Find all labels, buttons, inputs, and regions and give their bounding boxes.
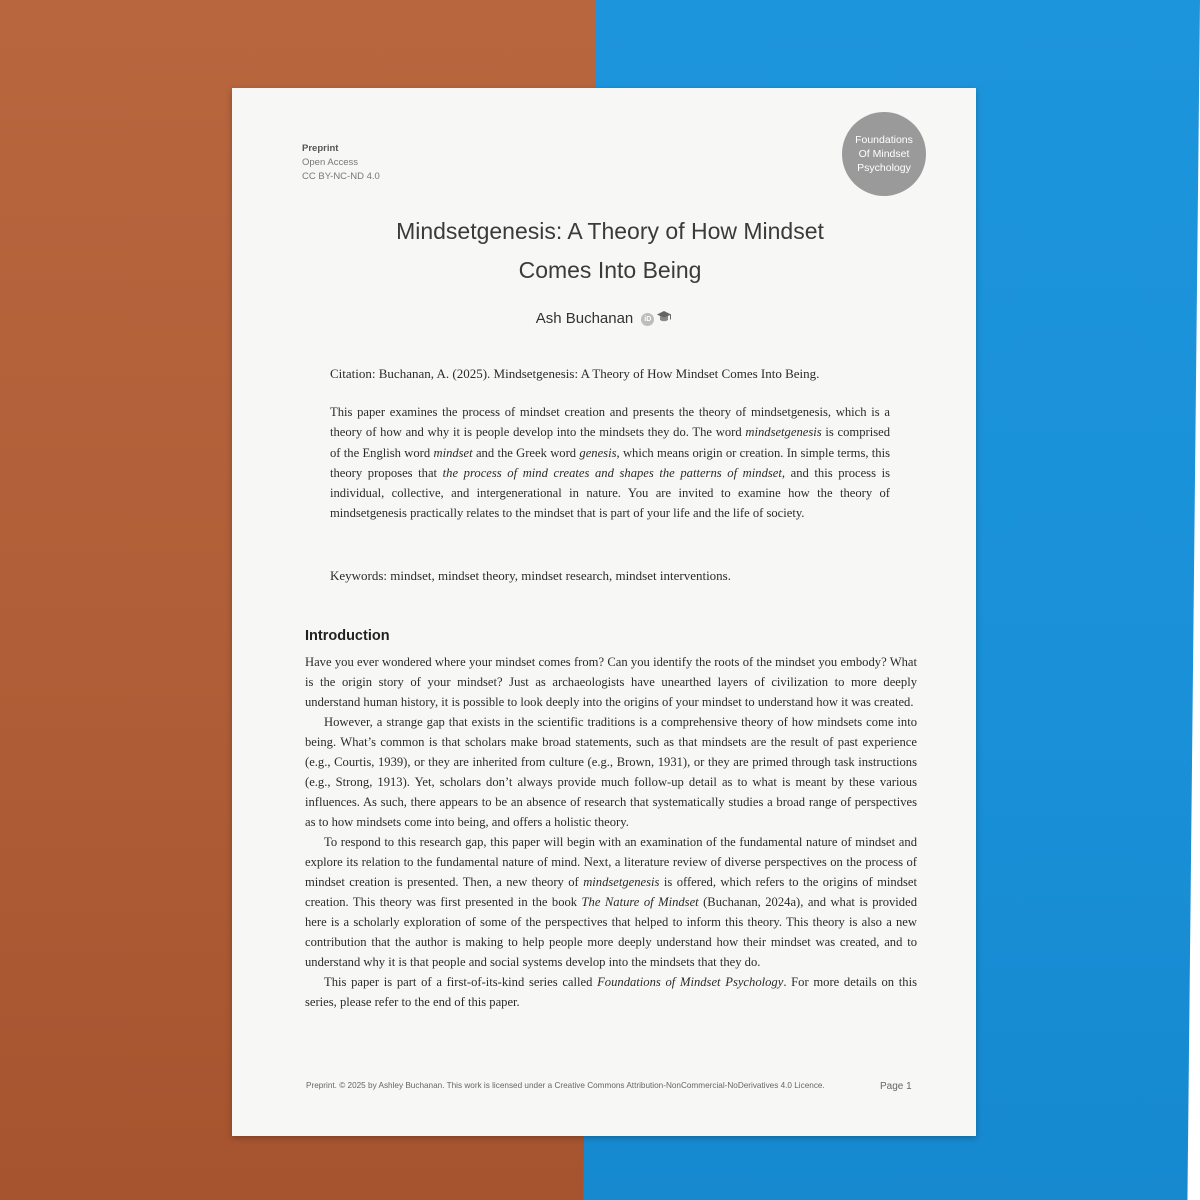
title-line-2: Comes Into Being	[518, 257, 702, 283]
introduction-body	[305, 652, 917, 1012]
badge-line: Of Mindset	[858, 148, 910, 160]
section-heading-introduction: Introduction	[305, 628, 390, 644]
abstract-text: and the Greek word	[472, 445, 580, 460]
badge-line: Foundations	[855, 134, 913, 146]
paragraph-text: is offered, which refers to the origins of mindset creation. This theory was first presented in the book	[305, 875, 918, 909]
paragraph-text: . For more details on this series, please refer to the end of this paper.	[305, 975, 917, 1009]
paragraph: Have you ever wondered where your mindset comes from? Can you identify the roots of the mindset you embody? What is the origin story of your mindset? Just as archaeologists have unearthed layers of civilization to more deeply understand human history, it is possible to look deeply into the origins of your mindset to understand how it was created.	[305, 655, 917, 709]
orcid-icon[interactable]: iD	[641, 313, 654, 326]
abstract-italic: mindset	[433, 445, 473, 460]
preprint-label: Preprint	[302, 143, 339, 154]
paragraph-italic: The Nature of Mindset	[581, 895, 699, 909]
series-badge	[842, 112, 926, 196]
paragraph	[305, 972, 917, 1012]
abstract-text: This paper examines the process of mindset creation and presents the theory of mindsetgenesis, which is a theory of how and why it is people develop into the mindsets they do. The word	[330, 405, 890, 440]
abstract-text: is comprised of the English word	[330, 425, 890, 460]
paragraph-text: To respond to this research gap, this paper will begin with an examination of the fundamental nature of mindset and explore its relation to the fundamental nature of mind. Next, a literature review of diverse perspectives on the process of mindset creation is presented. Then, a new theory of	[305, 835, 917, 889]
title-line-1: Mindsetgenesis: A Theory of How Mindset	[396, 218, 824, 244]
paragraph-text: (Buchanan, 2024a), and what is provided here is a scholarly exploration of some of the perspectives that helped to inform this theory. This theory is also a new contribution that the author is making to help people more deeply understand how their mindset was created, and to understand why it is that people and social systems develop into the mindsets that they do.	[305, 895, 917, 969]
page-number: Page 1	[880, 1081, 912, 1092]
author-line	[232, 310, 976, 328]
author-name: Ash Buchanan	[535, 310, 634, 327]
open-access-label: Open Access	[302, 157, 358, 168]
paragraph: However, a strange gap that exists in the scientific traditions is a comprehensive theory of how mindsets come into being. What’s common is that scholars make broad statements, such as that mindsets are the result of past experience (e.g., Courtis, 1939), or they are inherited from culture (e.g., Brown, 1931), or they are primed through task instructions (e.g., Strong, 1913). Yet, scholars don’t always provide much follow-up detail as to what is meant by these various influences. As such, there appears to be an absence of research that systematically studies a broad range of perspectives as to how mindsets come into being, and offers a holistic theory.	[305, 715, 917, 829]
document-meta	[302, 142, 380, 184]
paragraph-italic: mindsetgenesis	[583, 875, 660, 889]
abstract-italic: genesis,	[579, 445, 620, 460]
keywords: Keywords: mindset, mindset theory, mindset research, mindset interventions.	[330, 568, 731, 583]
paragraph	[305, 832, 917, 972]
license-footer: Preprint. © 2025 by Ashley Buchanan. This work is licensed under a Creative Commons Attribution-NonCommercial-NoDerivatives 4.0 Licence.	[306, 1081, 825, 1090]
badge-line: Psychology	[857, 162, 911, 174]
license-label: CC BY-NC-ND 4.0	[302, 171, 380, 182]
abstract-italic: the process of mind creates and shapes the patterns of mindset,	[442, 465, 785, 480]
abstract-italic: mindsetgenesis	[745, 425, 822, 440]
paragraph-italic: Foundations of Mindset Psychology	[597, 975, 784, 989]
abstract-text: which means origin or creation. In simple terms, this theory proposes that	[330, 445, 890, 480]
paper-title	[312, 212, 908, 290]
abstract	[330, 402, 890, 524]
document-page	[232, 88, 976, 1136]
abstract-text: and this process is individual, collective, and intergenerational in nature. You are invited to examine how the theory of mindsetgenesis practically relates to the mindset that is part of your life and the life of society.	[330, 465, 890, 521]
citation: Citation: Buchanan, A. (2025). Mindsetgenesis: A Theory of How Mindset Comes Into Being.	[330, 366, 820, 381]
paragraph-text: This paper is part of a first-of-its-kind series called	[324, 975, 598, 989]
graduation-cap-icon[interactable]	[656, 310, 672, 328]
